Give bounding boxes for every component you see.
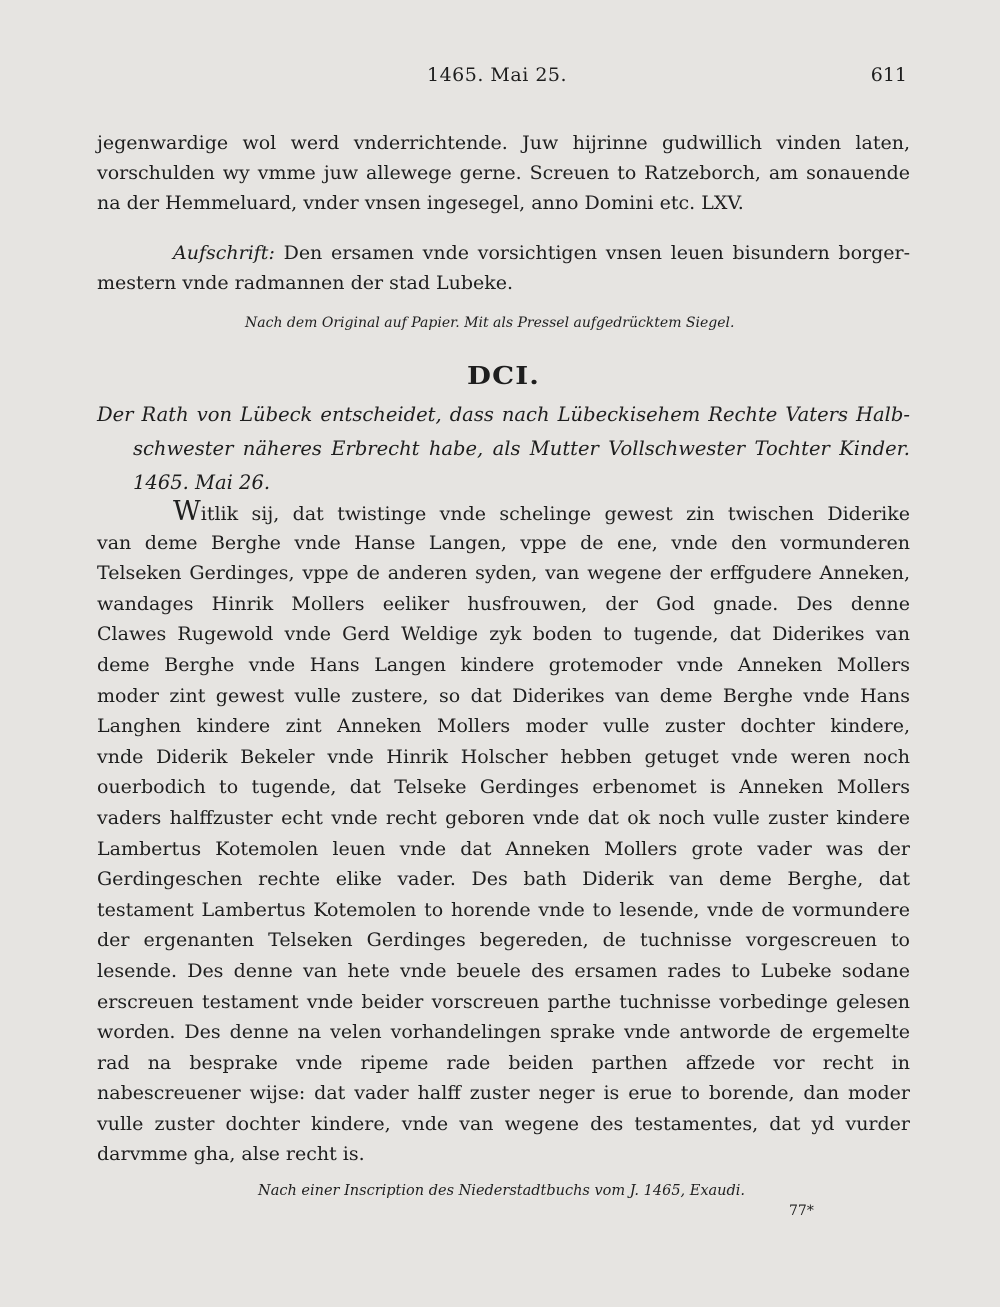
body-line: lesende. Des denne van hete vnde beuele des ersamen rades to Lubeke sodane <box>97 959 910 982</box>
body-line: der ergenanten Telseken Gerdinges begereden, de tuchnisse vorgescreuen to <box>97 929 910 952</box>
body-line: darvmme gha, alse recht is. <box>97 1143 365 1166</box>
address-line <box>97 238 910 268</box>
body-line: Clawes Rugewold vnde Gerd Weldige zyk boden to tugende, dat Diderikes van <box>97 623 910 646</box>
address-block <box>97 238 910 298</box>
address-line: mestern vnde radmannen der stad Lubeke. <box>97 272 514 294</box>
source-note: Nach dem Original auf Papier. Mit als Pressel aufgedrücktem Siegel. <box>245 315 735 331</box>
header-date: 1465. Mai 25. <box>427 64 568 86</box>
body-line: nabescreuener wijse: dat vader halff zuster neger is erue to borende, dan moder <box>97 1082 910 1105</box>
body-line: Lambertus Kotemolen leuen vnde dat Anneken Mollers grote vader was der <box>97 837 910 860</box>
address-label: Aufschrift: <box>173 242 275 264</box>
regest-date: 1465. Mai 26. <box>133 471 271 494</box>
body-line: rad na besprake vnde ripeme rade beiden parthen affzede vor recht in <box>97 1051 910 1074</box>
text-line: jegenwardige wol werd vnderrichtende. Juw hijrinne gudwillich vinden laten, <box>97 132 910 154</box>
regest-line: Der Rath von Lübeck entscheidet, dass nach Lübeckisehem Rechte Vaters Halb- <box>97 403 910 426</box>
body-line <box>97 497 910 528</box>
document-body <box>97 497 910 1170</box>
document-number: DCI. <box>467 361 541 390</box>
regest <box>97 398 910 500</box>
body-line: erscreuen testament vnde beider vorscreuen parthe tuchnisse vorbedinge gelesen <box>97 990 910 1013</box>
text-line: vorschulden wy vmme juw allewege gerne. Screuen to Ratzeborch, am sonauende <box>97 162 910 184</box>
signature-mark: 77* <box>789 1203 814 1219</box>
body-line: testament Lambertus Kotemolen to horende vnde to lesende, vnde de vormundere <box>97 898 910 921</box>
body-line: worden. Des denne na velen vorhandelingen sprake vnde antworde de ergemelte <box>97 1021 910 1044</box>
body-line: Gerdingeschen rechte elike vader. Des bath Diderik van deme Berghe, dat <box>97 868 910 891</box>
body-line: Langhen kindere zint Anneken Mollers moder vulle zuster dochter kindere, <box>97 715 910 738</box>
address-text: Den ersamen vnde vorsichtigen vnsen leuen bisundern borger- <box>274 242 910 264</box>
regest-line: schwester näheres Erbrecht habe, als Mutter Vollschwester Tochter Kinder. <box>133 437 910 460</box>
running-head <box>97 64 907 94</box>
previous-document-text <box>97 128 910 218</box>
text-line: na der Hemmeluard, vnder vnsen ingesegel, anno Domini etc. LXV. <box>97 192 744 214</box>
body-line-text: itlik sij, dat twistinge vnde schelinge gewest zin twischen Diderike <box>200 503 910 525</box>
body-line: wandages Hinrik Mollers eeliker husfrouwen, der God gnade. Des denne <box>97 592 910 615</box>
body-line: ouerbodich to tugende, dat Telseke Gerdinges erbenomet is Anneken Mollers <box>97 776 910 799</box>
initial-letter: W <box>173 496 201 527</box>
source-note: Nach einer Inscription des Niederstadtbuchs vom J. 1465, Exaudi. <box>258 1183 746 1199</box>
body-line: vnde Diderik Bekeler vnde Hinrik Holscher hebben getuget vnde weren noch <box>97 745 910 768</box>
body-line: Telseken Gerdinges, vppe de anderen syden, van wegene der erffgudere Anneken, <box>97 562 910 585</box>
body-line: vulle zuster dochter kindere, vnde van wegene des testamentes, dat yd vurder <box>97 1112 910 1135</box>
page-number: 611 <box>870 64 907 86</box>
body-line: moder zint gewest vulle zustere, so dat Diderikes van deme Berghe vnde Hans <box>97 684 910 707</box>
body-line: van deme Berghe vnde Hanse Langen, vppe de ene, vnde den vormunderen <box>97 531 910 554</box>
body-line: vaders halffzuster echt vnde recht geboren vnde dat ok noch vulle zuster kindere <box>97 806 910 829</box>
body-line: deme Berghe vnde Hans Langen kindere grotemoder vnde Anneken Mollers <box>97 653 910 676</box>
